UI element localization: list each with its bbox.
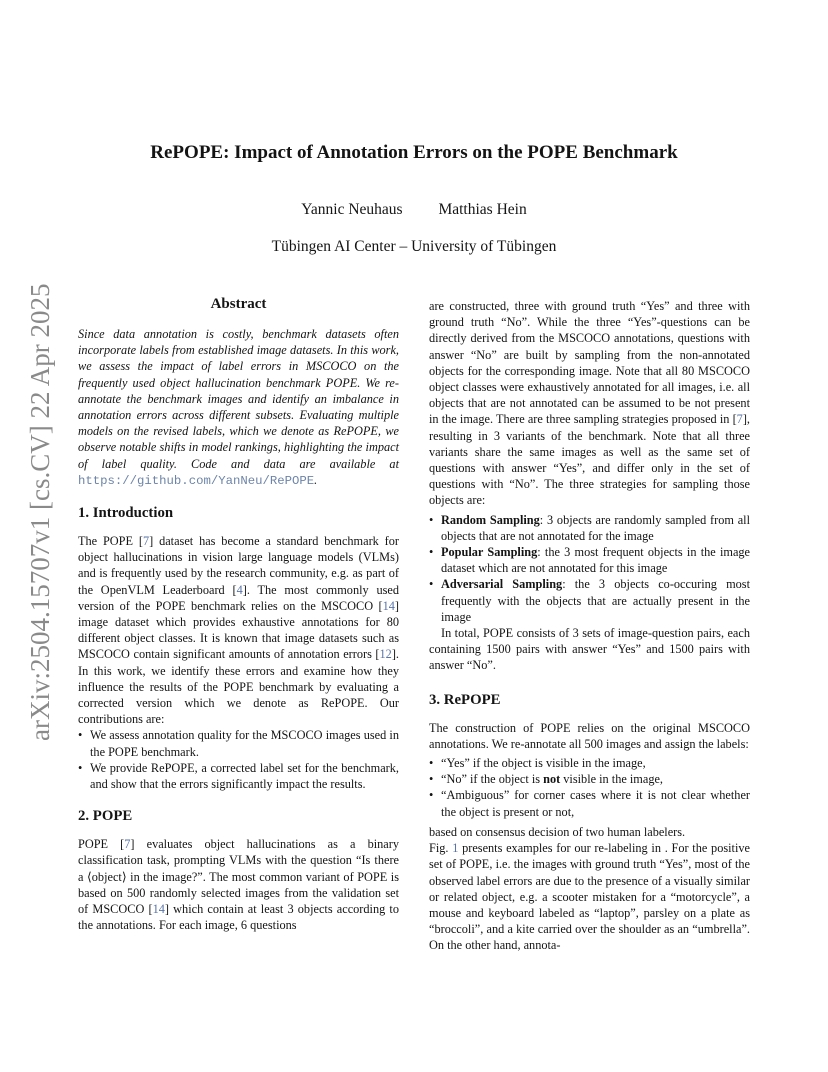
text-run: ], resulting in 3 variants of the benchmark. Note that all three variants share the same images as well as the same set of questions with answer “Yes”, and differ only in the set of questions with “No”. The three strategies for sampling those objects are: xyxy=(429,412,750,508)
text-run: ] which contain at least 3 objects according to the annotations. For each image, 6 questions xyxy=(78,902,399,933)
text-run: ] dataset has become a standard benchmark for object hallucinations in vision large language models (VLMs) and is frequently used by the research community, e.g. as part of the OpenVLM Leaderboard [ xyxy=(78,534,400,597)
section-heading-introduction: 1. Introduction xyxy=(78,505,174,522)
intro-paragraph xyxy=(78,533,399,727)
list-item xyxy=(429,771,750,787)
text-run: The POPE [ xyxy=(78,534,143,549)
abstract-end: . xyxy=(314,472,318,487)
emphasis: not xyxy=(543,772,561,787)
text-run: ] image dataset which provides exhaustive annotations for 80 different object classes. It is known that image datasets such as MSCOCO contain significant amounts of annotation errors [ xyxy=(78,598,399,662)
citation-link[interactable]: 14 xyxy=(382,598,395,613)
strategy-name: Random Sampling xyxy=(441,512,540,527)
list-item xyxy=(429,512,750,544)
strategy-description: : the 3 most frequent objects in the image dataset which are not annotated for this image xyxy=(441,545,751,576)
citation-link[interactable]: 7 xyxy=(736,412,743,427)
author-name: Matthias Hein xyxy=(438,201,527,218)
repope-examples-paragraph xyxy=(429,840,750,953)
figure-link[interactable]: 1 xyxy=(452,841,459,856)
strategy-name: Adversarial Sampling xyxy=(441,577,563,592)
text-run: Fig. xyxy=(429,841,453,856)
text-run: are constructed, three with ground truth “Yes” and three with ground truth “No”. While the three “Yes”-questions can be directly derived from the MSCOCO annotations, questions with answer “No” are built by sampling from the non-annotated objects for the corresponding image. Note that all 80 MSCOCO object classes were exhaustively annotated for all images, i.e. all objects that are not annotated can be assumed to be not present in the image. There are three sampling strategies proposed in [ xyxy=(429,299,750,427)
strategy-name: Popular Sampling xyxy=(441,545,538,560)
author-list xyxy=(100,199,728,221)
citation-link[interactable]: 12 xyxy=(379,647,392,662)
right-column xyxy=(429,298,750,954)
abstract-body: Since data annotation is costly, benchmark datasets often incorporate labels from established image datasets. In this work, we assess the impact of label errors in MSCOCO on the frequently used object hallucination benchmark POPE. We re-annotate the benchmark images and identify an imbalance in annotation errors across different subsets. Evaluating multiple models on the revised labels, which we denote as RePOPE, we observe notable shifts in model rankings, highlighting the impact of label quality. Code and data are available at xyxy=(78,327,399,471)
left-column xyxy=(78,294,399,934)
arxiv-identifier: arXiv:2504.15707v1 [cs.CV] 22 Apr 2025 xyxy=(25,283,55,741)
strategy-description: : the 3 objects co-occuring most frequently with the objects that are actually present in the image xyxy=(441,577,750,624)
contributions-list xyxy=(78,727,399,792)
section-heading-pope: 2. POPE xyxy=(78,808,133,825)
repope-consensus-paragraph: based on consensus decision of two human labelers. xyxy=(429,824,686,839)
citation-link[interactable]: 7 xyxy=(142,534,150,549)
repope-paragraph: The construction of POPE relies on the original MSCOCO annotations. We re-annotate all 500 images and assign the labels: xyxy=(429,720,750,751)
text-run: ]. In this work, we identify these errors and examine how they influence the results of the POPE benchmark by evaluating a corrected version which we denote as RePOPE. Our contributions are: xyxy=(78,647,399,727)
pope-paragraph xyxy=(78,836,399,933)
text-run: “No” if the object is xyxy=(441,772,544,787)
citation-link[interactable]: 4 xyxy=(236,582,243,597)
sampling-strategies-list xyxy=(429,512,750,625)
text-run: presents examples for our re-labeling in . For the positive set of POPE, i.e. the images with ground truth “Yes”, most of the observed label errors are due to the presence of a visually similar or related object, e.g. a scooter mistaken for a “motorcycle”, a mouse and keyboard labeled as “laptop”, parsley on a plate as “broccoli”, and a kite carried over the shoulder as an “umbrella”. On the other hand, annota- xyxy=(429,841,750,953)
list-item: • We provide RePOPE, a corrected label set for the benchmark, and show that the errors significantly impact the results. xyxy=(78,760,399,792)
list-item xyxy=(429,576,750,625)
affiliation: Tübingen AI Center – University of Tübingen xyxy=(271,238,557,255)
list-item: • “Ambiguous” for corner cases where it is not clear whether the object is present or not, xyxy=(429,787,750,819)
abstract-heading: Abstract xyxy=(210,296,267,312)
pope-paragraph-continued xyxy=(429,298,750,509)
list-item: • “Yes” if the object is visible in the image, xyxy=(429,755,750,771)
section-heading-repope: 3. RePOPE xyxy=(429,691,501,708)
list-item: • We assess annotation quality for the MSCOCO images used in the POPE benchmark. xyxy=(78,727,399,759)
abstract-text xyxy=(78,326,399,489)
code-link[interactable]: https://github.com/YanNeu/RePOPE xyxy=(78,473,315,488)
paper-title: RePOPE: Impact of Annotation Errors on the POPE Benchmark xyxy=(150,142,678,163)
pope-summary-paragraph: In total, POPE consists of 3 sets of image-question pairs, each containing 1500 pairs with answer “Yes” and 1500 pairs with answer “No”. xyxy=(429,626,750,673)
text-run: POPE [ xyxy=(78,837,125,852)
list-item xyxy=(429,544,750,576)
author-name: Yannic Neuhaus xyxy=(301,201,403,218)
citation-link[interactable]: 14 xyxy=(152,902,165,917)
text-run: visible in the image, xyxy=(560,772,663,787)
text-run: ]. The most commonly used version of the POPE benchmark relies on the MSCOCO [ xyxy=(78,582,399,613)
labels-list xyxy=(429,755,750,820)
citation-link[interactable]: 7 xyxy=(124,837,131,852)
text-run: ] evaluates object hallucinations as a binary classification task, prompting VLMs with the question “Is there a ⟨object⟩ in the image?”. The most common variant of POPE is based on 500 randomly selected images from the validation set of MSCOCO [ xyxy=(78,837,399,917)
strategy-description: : 3 objects are randomly sampled from all objects that are not annotated for the image xyxy=(441,512,750,543)
